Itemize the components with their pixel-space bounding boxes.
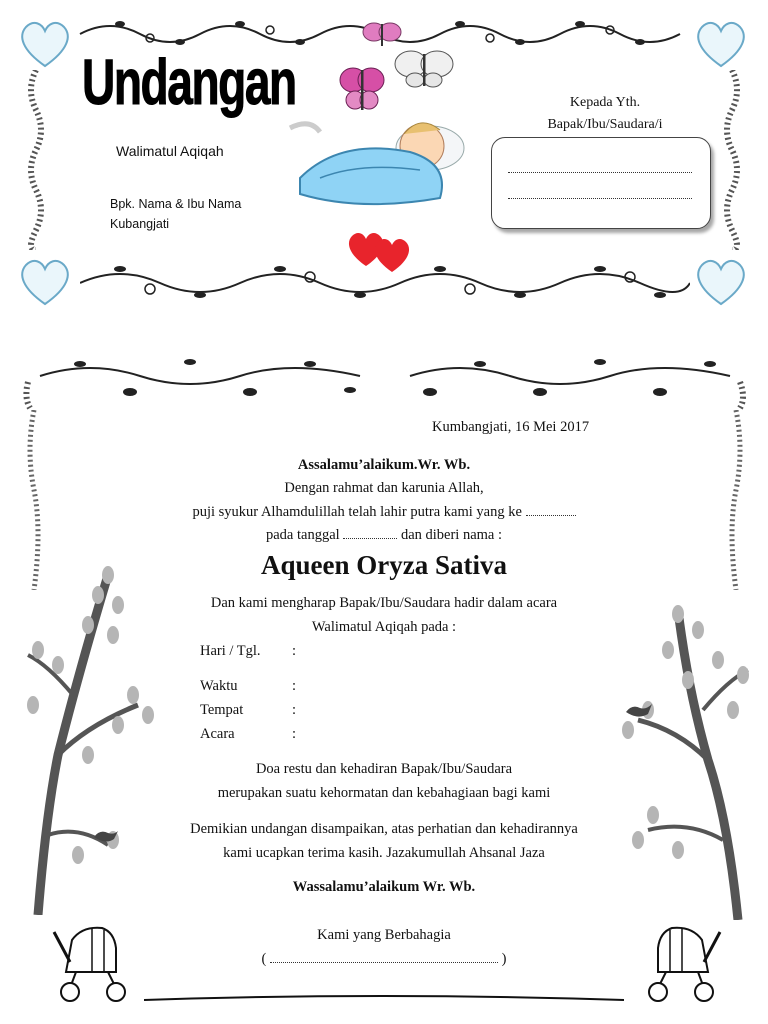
address-dotted-line <box>508 172 692 173</box>
letter-top-vine-left <box>20 352 380 412</box>
signature-open-paren: ( <box>261 951 267 967</box>
letter-line-1: Dengan rahmat dan karunia Allah, <box>284 480 484 496</box>
letter-line-3-b: dan diberi nama : <box>400 527 502 543</box>
parents-place: Kubangjati <box>110 217 170 231</box>
heart-frame-bottom-right <box>692 254 750 308</box>
heart-frame-top-left <box>16 16 74 70</box>
birth-date-blank <box>343 526 397 539</box>
letter-line-2-text: puji syukur Alhamdulillah telah lahir putra kami yang ke <box>192 504 522 520</box>
letter-line-2 <box>0 503 768 521</box>
recipient-address-box <box>491 137 711 229</box>
butterfly-white-icon <box>393 46 455 90</box>
left-dotted-border <box>22 70 50 250</box>
detail-label: Acara <box>200 726 235 742</box>
parents-names: Bpk. Nama & Ibu Nama <box>110 197 242 211</box>
red-hearts-icon <box>344 226 416 276</box>
invite-line-2: Walimatul Aqiqah pada : <box>311 619 457 635</box>
baby-name: Aqueen Oryza Sativa <box>261 550 507 580</box>
recipient-heading <box>500 92 710 136</box>
detail-label: Tempat <box>200 702 244 718</box>
sleeping-baby-illustration <box>280 108 480 218</box>
detail-colon: : <box>292 678 297 694</box>
address-dotted-line <box>508 198 692 199</box>
detail-label: Waktu <box>200 678 238 694</box>
right-dotted-border <box>718 70 746 250</box>
signature-line <box>0 951 768 968</box>
letter-line-3 <box>0 526 768 544</box>
signature-close-paren: ) <box>501 951 507 967</box>
bottom-divider-line <box>144 990 624 1004</box>
letter-date: Kumbangjati, 16 Mei 2017 <box>432 419 590 435</box>
letter-top-vine-right <box>390 352 750 412</box>
detail-colon: : <box>292 726 297 742</box>
card-title: Undangan <box>82 46 296 118</box>
detail-colon: : <box>292 702 297 718</box>
invite-line-1: Dan kami mengharap Bapak/Ibu/Saudara hadir dalam acara <box>210 595 558 611</box>
right-tree-illustration <box>608 600 758 920</box>
farewell: Wassalamu’alaikum Wr. Wb. <box>292 879 476 895</box>
letter-line-3-a: pada tanggal <box>266 527 340 543</box>
closing-line-2: kami ucapkan terima kasih. Jazakumullah Ahsanal Jaza <box>223 845 545 861</box>
card-subtitle: Walimatul Aqiqah <box>116 143 224 159</box>
signoff: Kami yang Berbahagia <box>317 927 451 943</box>
doa-line-1: Doa restu dan kehadiran Bapak/Ibu/Saudara <box>255 761 513 777</box>
recipient-line-1: Kepada Yth. <box>569 95 641 110</box>
child-order-blank <box>526 503 576 516</box>
closing-line-1: Demikian undangan disampaikan, atas perhatian dan kehadirannya <box>190 821 578 837</box>
detail-label: Hari / Tgl. <box>200 643 261 659</box>
heart-frame-top-right <box>692 16 750 70</box>
greeting: Assalamu’alaikum.Wr. Wb. <box>297 457 471 473</box>
heart-frame-bottom-left <box>16 254 74 308</box>
parents-block <box>110 194 241 234</box>
butterfly-pink-large-icon <box>338 64 386 114</box>
recipient-line-2: Bapak/Ibu/Saudara/i <box>547 117 663 132</box>
doa-line-2: merupakan suatu kehormatan dan kebahagiaan bagi kami <box>217 785 551 801</box>
detail-colon: : <box>292 643 297 659</box>
signature-blank <box>270 952 498 963</box>
